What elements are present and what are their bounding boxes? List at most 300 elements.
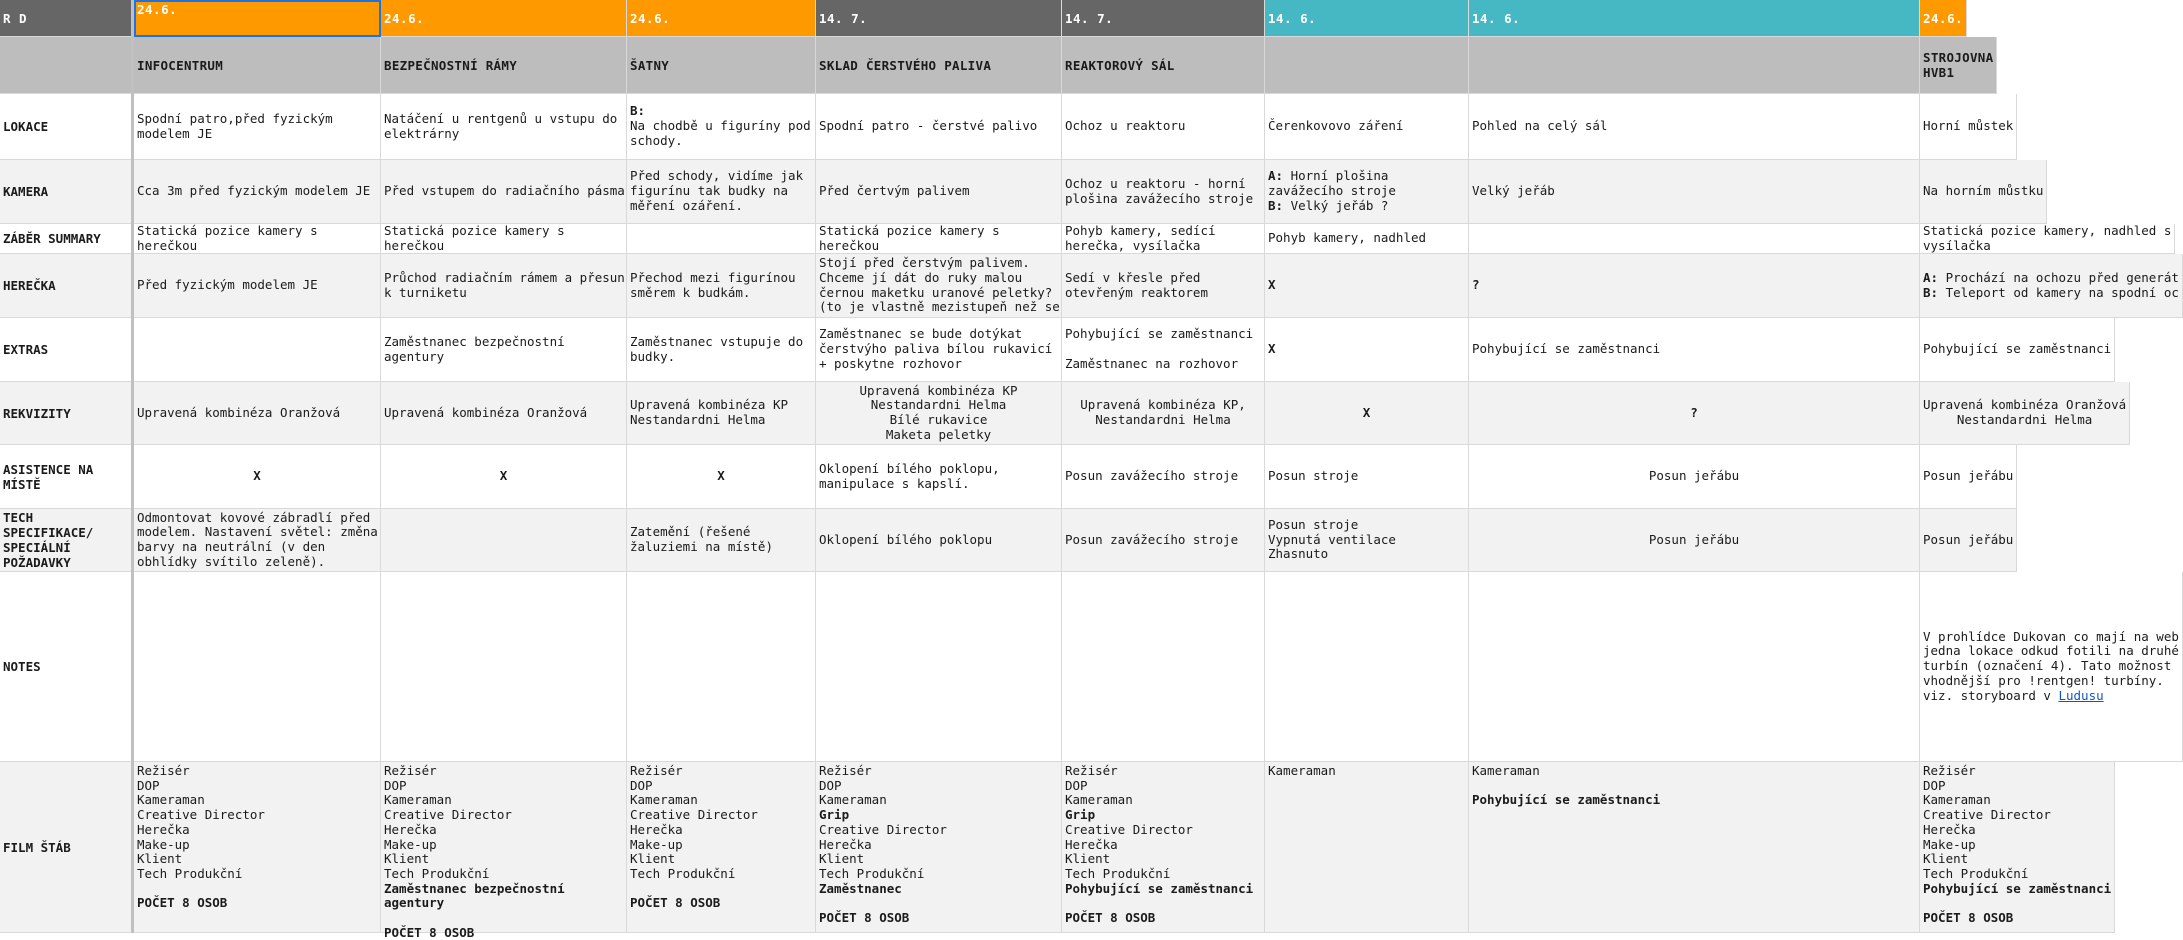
cell-text-line: Zaměstnanec	[819, 880, 902, 896]
row-label-6[interactable]	[0, 382, 134, 445]
cell-r8-c4[interactable]	[816, 509, 1062, 572]
cell-r7-c6[interactable]	[1265, 445, 1469, 509]
row-label-line: NOTES	[3, 659, 41, 674]
cell-r10-c6[interactable]	[1265, 762, 1469, 933]
cell-r6-c1[interactable]	[134, 382, 381, 445]
cell-text-line: Pohybující se zaměstnanci	[1065, 326, 1254, 342]
cell-text-line: Herečka	[819, 836, 872, 852]
cell-text-line: Zaměstnanec bezpečnostní	[384, 880, 565, 896]
row-label-10[interactable]	[0, 762, 134, 933]
cell-text-line: vhodnější pro !rentgen! turbíny.	[1923, 672, 2164, 688]
cell-text-line: k turniketu	[384, 284, 467, 300]
cell-text-line: Make-up	[630, 836, 683, 852]
row-label-9[interactable]	[0, 572, 134, 762]
label-prefix: B:	[1923, 284, 1939, 300]
cell-text-line: agentury	[384, 895, 445, 911]
cell-r1-c1[interactable]	[134, 94, 381, 160]
cell-r4-c4[interactable]	[816, 254, 1062, 318]
cell-r9-c6[interactable]	[1265, 572, 1469, 762]
cell-text-line: Před fyzickým modelem JE	[137, 277, 318, 293]
cell-text-line: Odmontovat kovové zábradlí před	[137, 509, 371, 525]
cell-text-line: Posun jeřábu	[1648, 468, 1740, 484]
blank-line	[819, 896, 1058, 911]
cell-r5-c5[interactable]	[1062, 318, 1265, 382]
cell-text-line: Posun zavážecího stroje	[1065, 531, 1239, 547]
cell-r9-c1[interactable]	[134, 572, 381, 762]
cell-r3-c1[interactable]	[134, 224, 381, 254]
cell-text-line: Creative Director	[137, 807, 265, 823]
cell-r4-c5[interactable]	[1062, 254, 1265, 318]
row-label-line: MÍSTĚ	[3, 476, 41, 492]
cell-r3-c5[interactable]	[1062, 224, 1265, 254]
cell-text-line: Na chodbě u figuríny pod	[630, 118, 811, 134]
row-label-3[interactable]	[0, 224, 134, 254]
cell-text-line: Pohyb kamery, nadhled	[1268, 230, 1427, 246]
blank-line	[1065, 342, 1261, 357]
cell-text-rest: Velký jeřáb ?	[1283, 197, 1389, 213]
cell-r4-c1[interactable]	[134, 254, 381, 318]
cell-r1-c3[interactable]	[627, 94, 816, 160]
cell-text-line: Průchod radiačním rámem a přesun	[384, 269, 625, 285]
cell-text-line: Kameraman	[819, 792, 887, 808]
cell-text-rest: Horní plošina	[1283, 168, 1389, 184]
cell-text-line: ?	[1472, 277, 1480, 293]
row-label-line: SPECIÁLNÍ	[3, 540, 71, 555]
row-label-text	[3, 342, 48, 357]
cell-text-line: Herečka	[384, 821, 437, 837]
cell-text-line: Tech Produkční	[1923, 865, 2029, 881]
cell-text-line: herečkou	[137, 237, 198, 253]
cell-r10-c7[interactable]	[1469, 762, 1920, 933]
cell-text-line: Cca 3m před fyzickým modelem JE	[137, 183, 371, 199]
cell-r1-c8[interactable]	[1920, 94, 2017, 160]
cell-text-line: Tech Produkční	[384, 865, 490, 881]
cell-r6-c8[interactable]	[1920, 382, 2130, 445]
blank-line	[384, 911, 623, 926]
cell-r3-c4[interactable]	[816, 224, 1062, 254]
cell-text-line: Přechod mezi figurínou	[630, 269, 796, 285]
cell-r9-c3[interactable]	[627, 572, 816, 762]
cell-text-line: X	[253, 468, 261, 484]
cell-r2-c4[interactable]	[816, 160, 1062, 224]
cell-r3-c7[interactable]	[1469, 224, 1920, 254]
location-title-7[interactable]	[1469, 37, 1920, 94]
cell-text-line: herečka, vysílačka	[1065, 237, 1201, 253]
cell-text-line	[1268, 199, 1465, 214]
cell-text-line: Herečka	[1065, 836, 1118, 852]
cell-text-line: Chceme jí dát do ruky malou	[819, 269, 1023, 285]
cell-r6-c3[interactable]	[627, 382, 816, 445]
cell-text-line: Spodní patro - čerstvé palivo	[819, 118, 1038, 134]
cell-text-line: Zhasnuto	[1268, 546, 1329, 562]
cell-text-line	[1923, 286, 2179, 301]
cell-text-line: Klient	[1923, 851, 1969, 867]
cell-text-line: Tech Produkční	[819, 865, 925, 881]
cell-r6-c4[interactable]	[816, 382, 1062, 445]
cell-r4-c7[interactable]	[1469, 254, 1920, 318]
cell-text-line: černou maketku uranové peletky?	[819, 284, 1053, 300]
cell-text-line: Kameraman	[1923, 792, 1991, 808]
cell-r1-c4[interactable]	[816, 94, 1062, 160]
date-header-3[interactable]: 24.6.	[627, 0, 816, 37]
cell-text-line: Zaměstnanec vstupuje do	[630, 333, 804, 349]
cell-text-line: Herečka	[137, 821, 190, 837]
cell-r2-c3[interactable]	[627, 160, 816, 224]
date-header-4[interactable]: 14. 7.	[816, 0, 1062, 37]
cell-text-line: Ochoz u reaktoru - horní	[1065, 175, 1246, 191]
cell-text-line: Pohled na celý sál	[1472, 118, 1608, 134]
cell-text-line: Grip	[1065, 807, 1096, 823]
row-label-text	[3, 510, 130, 570]
cell-text-line: směrem k budkám.	[630, 284, 751, 300]
blank-line	[137, 882, 377, 897]
cell-text-line: herečkou	[819, 237, 880, 253]
cell-text-line: Klient	[630, 851, 676, 867]
row-label-4[interactable]	[0, 254, 134, 318]
cell-text-line: Tech Produkční	[137, 865, 243, 881]
cell-text-line: Herečka	[630, 821, 683, 837]
cell-text-line: Nestandardni Helma	[1956, 412, 2093, 427]
cell-text-line: Vypnutá ventilace	[1268, 531, 1396, 547]
cell-r7-c8[interactable]	[1920, 445, 2017, 509]
location-title-1[interactable]: INFOCENTRUM	[134, 37, 381, 94]
cell-r10-c5[interactable]	[1062, 762, 1265, 933]
cell-text-line: Nestandardni Helma	[630, 412, 766, 427]
cell-text-line: Pohybující se zaměstnanci	[1472, 341, 1661, 357]
cell-r8-c7[interactable]	[1469, 509, 1920, 572]
cell-r2-c7[interactable]	[1469, 160, 1920, 224]
cell-text-line: DOP	[819, 777, 842, 793]
cell-text-line: Posun jeřábu	[1648, 531, 1740, 547]
cell-r4-c6[interactable]	[1265, 254, 1469, 318]
cell-r2-c8[interactable]	[1920, 160, 2047, 224]
date-header-6[interactable]: 14. 6.	[1265, 0, 1469, 37]
cell-r2-c6[interactable]	[1265, 160, 1469, 224]
cell-text-line: POČET 8 OSOB	[384, 924, 475, 940]
cell-text-line: DOP	[1065, 777, 1088, 793]
cell-text-line: Ochoz u reaktoru	[1065, 118, 1186, 134]
ludusu-link[interactable]: Ludusu	[2058, 687, 2104, 703]
cell-text-line: DOP	[630, 777, 653, 793]
cell-r4-c3[interactable]	[627, 254, 816, 318]
location-title-8[interactable]: STROJOVNA HVB1	[1920, 37, 1997, 94]
cell-text-line: Posun jeřábu	[1923, 468, 2014, 484]
cell-r5-c7[interactable]	[1469, 318, 1920, 382]
cell-text-line: barvy na neutrální (v den	[137, 539, 326, 554]
cell-text-line: Tech Produkční	[630, 865, 736, 881]
cell-r3-c2[interactable]	[381, 224, 627, 254]
cell-text-line: Pohybující se zaměstnanci	[1065, 880, 1254, 896]
row-label-line: HEREČKA	[3, 278, 56, 293]
location-title-3[interactable]: ŠATNY	[627, 37, 816, 94]
location-title-6[interactable]	[1265, 37, 1469, 94]
cell-text-line: Režisér	[630, 763, 683, 778]
cell-r9-c4[interactable]	[816, 572, 1062, 762]
cell-r8-c1[interactable]	[134, 509, 381, 572]
cell-r10-c4[interactable]	[816, 762, 1062, 933]
cell-text-line: Kameraman	[1065, 792, 1133, 808]
blank-line	[630, 882, 812, 897]
cell-text-line: Oklopení bílého poklopu	[819, 531, 993, 547]
cell-text-line: X	[717, 468, 725, 484]
cell-r7-c7[interactable]	[1469, 445, 1920, 509]
cell-text-line: elektrárny	[384, 125, 460, 141]
cell-text-line: Klient	[819, 851, 865, 867]
cell-text-line: žaluziemi na místě)	[630, 539, 773, 554]
cell-r8-c8[interactable]	[1920, 509, 2017, 572]
cell-text-line: Kameraman	[137, 792, 205, 808]
cell-r7-c4[interactable]	[816, 445, 1062, 509]
cell-r5-c8[interactable]	[1920, 318, 2115, 382]
cell-text-line: Upravená kombinéza Oranžová	[1923, 397, 2127, 413]
cell-r7-c5[interactable]	[1062, 445, 1265, 509]
cell-text-line: Kameraman	[384, 792, 452, 808]
cell-r7-c1[interactable]	[134, 445, 381, 509]
row-label-text	[3, 840, 71, 855]
blank-line	[1472, 779, 1916, 794]
row-label-line: POŽADAVKY	[3, 555, 71, 570]
cell-text-line: POČET 8 OSOB	[1923, 910, 2014, 926]
cell-text-line: X	[1268, 277, 1276, 293]
cell-r9-c2[interactable]	[381, 572, 627, 762]
cell-r6-c5[interactable]	[1062, 382, 1265, 445]
cell-text-line: Herečka	[1923, 821, 1976, 837]
cell-r9-c8[interactable]	[1920, 572, 2183, 762]
cell-r1-c5[interactable]	[1062, 94, 1265, 160]
cell-r10-c2[interactable]	[381, 762, 627, 940]
cell-text-line: Make-up	[1923, 836, 1976, 852]
row-label-text	[3, 462, 93, 492]
cell-r4-c2[interactable]	[381, 254, 627, 318]
date-header-5[interactable]: 14. 7.	[1062, 0, 1265, 37]
row-label-2[interactable]	[0, 160, 134, 224]
row-label-8[interactable]	[0, 509, 134, 572]
cell-text-line: Tech Produkční	[1065, 865, 1171, 881]
cell-text-line: Velký jeřáb	[1472, 183, 1555, 199]
cell-text-line: DOP	[1923, 777, 1946, 793]
cell-text-line: Nestandardni Helma	[870, 397, 1007, 413]
cell-r5-c4[interactable]	[816, 318, 1062, 382]
row-label-7[interactable]	[0, 445, 134, 509]
row-label-line: ASISTENCE NA	[3, 461, 94, 477]
cell-text-line: Creative Director	[1923, 807, 2051, 823]
cell-text-line	[1923, 689, 2179, 704]
cell-text-line: Čerenkovovo záření	[1268, 118, 1404, 134]
cell-text-line: herečkou	[384, 237, 445, 253]
cell-r10-c1[interactable]	[134, 762, 381, 933]
cell-text-line: Klient	[1065, 851, 1111, 867]
cell-r6-c6[interactable]	[1265, 382, 1469, 445]
cell-text-line: Kameraman	[630, 792, 698, 808]
cell-r3-c6[interactable]	[1265, 224, 1469, 254]
cell-r6-c7[interactable]	[1469, 382, 1920, 445]
cell-text-line: Creative Director	[384, 807, 512, 823]
cell-r2-c2[interactable]	[381, 160, 627, 224]
row-label-5[interactable]	[0, 318, 134, 382]
cell-r3-c3[interactable]	[627, 224, 816, 254]
cell-text-line: Statická pozice kamery s	[137, 222, 318, 238]
row-label-text	[3, 119, 48, 134]
cell-text-line: Horní můstek	[1923, 118, 2014, 134]
cell-text-line: Kameraman	[1268, 763, 1336, 778]
cell-r6-c2[interactable]	[381, 382, 627, 445]
cell-r1-c6[interactable]	[1265, 94, 1469, 160]
cell-r7-c2[interactable]	[381, 445, 627, 509]
cell-text-line: Zaměstnanec bezpečnostní	[384, 333, 565, 349]
row-label-1[interactable]	[0, 94, 134, 160]
cell-text-rest: Prochází na ochozu před generát	[1938, 269, 2179, 285]
cell-text-line: ?	[1690, 404, 1698, 420]
frozen-column-divider[interactable]	[131, 0, 134, 933]
row-label-text	[3, 278, 56, 293]
blank-line	[1065, 896, 1261, 911]
cell-text-rest: Teleport od kamery na spodní oc	[1938, 284, 2179, 300]
row-label-line: TECH SPECIFIKACE/	[3, 510, 94, 540]
cell-text-line: Klient	[137, 851, 183, 867]
cell-r4-c8[interactable]	[1920, 254, 2183, 318]
label-prefix: A:	[1268, 168, 1284, 184]
cell-r5-c3[interactable]	[627, 318, 816, 382]
cell-text-line: Upravená kombinéza Oranžová	[137, 404, 341, 420]
cell-text-line: otevřeným reaktorem	[1065, 284, 1208, 300]
cell-text-line: DOP	[137, 777, 160, 793]
location-title-4[interactable]: SKLAD ČERSTVÉHO PALIVA	[816, 37, 1062, 94]
cell-r5-c2[interactable]	[381, 318, 627, 382]
cell-r8-c3[interactable]	[627, 509, 816, 572]
cell-text-line	[1923, 271, 2179, 286]
row-label-line: LOKACE	[3, 119, 49, 134]
cell-text-line: plošina zavážecího stroje	[1065, 190, 1254, 206]
label-prefix: B:	[1268, 197, 1284, 213]
cell-text-line: POČET 8 OSOB	[630, 895, 721, 911]
cell-r1-c7[interactable]	[1469, 94, 1920, 160]
cell-text-line: Spodní patro,před fyzickým	[137, 110, 333, 126]
row-label-text	[3, 184, 48, 199]
cell-text-line: B:	[630, 103, 646, 119]
cell-text-line: Zaměstnanec na rozhovor	[1065, 355, 1239, 371]
cell-text: viz. storyboard v	[1923, 687, 2059, 703]
row-label-text	[3, 231, 101, 246]
cell-r5-c1[interactable]	[134, 318, 381, 382]
cell-r3-c8[interactable]	[1920, 224, 2175, 254]
cell-text-line: agentury	[384, 348, 445, 364]
date-header-1[interactable]: 24.6.	[134, 0, 381, 37]
cell-text-line: Kameraman	[1472, 763, 1540, 778]
cell-text-line: Na horním můstku	[1923, 183, 2044, 199]
row-label-text	[3, 659, 41, 674]
cell-text-line: Pohyb kamery, sedící	[1065, 222, 1216, 238]
cell-text-line: POČET 8 OSOB	[819, 910, 910, 926]
cell-r8-c2[interactable]	[381, 509, 627, 572]
cell-text-line: Creative Director	[630, 807, 758, 823]
cell-text-line: Stojí před čerstvým palivem.	[819, 255, 1030, 271]
cell-r10-c3[interactable]	[627, 762, 816, 933]
cell-text-line: V prohlídce Dukovan co mají na web	[1923, 628, 2179, 644]
cell-text-line: Posun stroje	[1268, 516, 1359, 532]
cell-text-line: figurínu tak budky na	[630, 183, 789, 199]
cell-r5-c6[interactable]	[1265, 318, 1469, 382]
cell-text-line: X	[1362, 404, 1371, 420]
row-label-line: EXTRAS	[3, 342, 49, 357]
location-title-2[interactable]: BEZPEČNOSTNÍ RÁMY	[381, 37, 627, 94]
corner-cell[interactable]: R D	[0, 0, 134, 37]
cell-text-line: Oklopení bílého poklopu,	[819, 460, 1000, 476]
cell-r10-c8[interactable]	[1920, 762, 2115, 933]
cell-text-line: Před schody, vidíme jak	[630, 168, 804, 184]
date-header-7[interactable]: 14. 6.	[1469, 0, 1920, 37]
location-title-5[interactable]: REAKTOROVÝ SÁL	[1062, 37, 1265, 94]
cell-text-line: čerstvýho paliva bílou rukavicí	[819, 341, 1053, 357]
cell-text-line: Creative Director	[819, 821, 947, 837]
cell-text-line: Režisér	[1065, 763, 1118, 778]
location-header-corner[interactable]	[0, 37, 134, 94]
cell-text-line: jedna lokace odkud fotili na druhé	[1923, 643, 2179, 659]
cell-text-line: Zaměstnanec se bude dotýkat	[819, 326, 1023, 342]
cell-text-line: X	[499, 468, 508, 484]
cell-text-line: Sedí v křesle před	[1065, 269, 1201, 285]
cell-text-line: Pohybující se zaměstnanci	[1923, 341, 2112, 357]
cell-text-line: Zatemění (řešené	[630, 524, 751, 540]
cell-text-line: vysílačka	[1923, 237, 1991, 253]
cell-text-line: X	[1268, 341, 1276, 357]
blank-line	[1923, 896, 2111, 911]
cell-text-line: Upravená kombinéza KP	[859, 382, 1018, 398]
label-prefix: A:	[1923, 269, 1939, 285]
cell-text-line: Upravená kombinéza Oranžová	[384, 404, 588, 420]
cell-r8-c5[interactable]	[1062, 509, 1265, 572]
cell-r9-c7[interactable]	[1469, 572, 1920, 762]
cell-text-line: Natáčení u rentgenů u vstupu do	[384, 110, 618, 126]
cell-text-line: Před vstupem do radiačního pásma	[384, 183, 625, 199]
cell-text-line: (to je vlastně mezistupeň než se	[819, 299, 1060, 315]
cell-text-line: měření ozáření.	[630, 197, 743, 213]
cell-text-line: modelem. Nastavení světel: změna	[137, 524, 378, 540]
cell-text-line: budky.	[630, 348, 676, 364]
cell-r8-c6[interactable]	[1265, 509, 1469, 572]
cell-text-line: Režisér	[819, 763, 872, 778]
cell-text-line: Režisér	[137, 763, 190, 778]
cell-text-line: + poskytne rozhovor	[819, 355, 962, 371]
cell-text-line	[1268, 169, 1465, 184]
cell-text-line: POČET 8 OSOB	[137, 895, 228, 911]
row-label-text	[3, 406, 71, 421]
cell-r9-c5[interactable]	[1062, 572, 1265, 762]
cell-text-line: Pohybující se zaměstnanci	[1923, 880, 2112, 896]
cell-text-line: Upravená kombinéza KP,	[1080, 397, 1246, 413]
cell-text-line: Před čertvým palivem	[819, 183, 970, 199]
cell-text-line: Creative Director	[1065, 821, 1193, 837]
row-label-line: KAMERA	[3, 184, 49, 199]
cell-r2-c5[interactable]	[1062, 160, 1265, 224]
cell-text-line: obhlídky svítilo zeleně).	[137, 553, 326, 569]
cell-text-line: Pohybující se zaměstnanci	[1472, 792, 1661, 808]
date-header-8[interactable]: 24.6.	[1920, 0, 1967, 37]
cell-text-line: manipulace s kapslí.	[819, 475, 970, 491]
row-label-line: FILM ŠTÁB	[3, 839, 71, 855]
cell-text-line: Make-up	[384, 836, 437, 852]
date-header-2[interactable]: 24.6.	[381, 0, 627, 37]
cell-r7-c3[interactable]	[627, 445, 816, 509]
cell-text-line: schody.	[630, 132, 683, 148]
cell-text-line: Statická pozice kamery s	[384, 222, 565, 238]
cell-text-line: Klient	[384, 851, 430, 867]
cell-r2-c1[interactable]	[134, 160, 381, 224]
cell-r1-c2[interactable]	[381, 94, 627, 160]
cell-text-line: DOP	[384, 777, 407, 793]
cell-text-line: Posun zavážecího stroje	[1065, 468, 1239, 484]
cell-text-line: modelem JE	[137, 125, 213, 141]
row-label-line: ZÁBĚR SUMMARY	[3, 231, 101, 246]
